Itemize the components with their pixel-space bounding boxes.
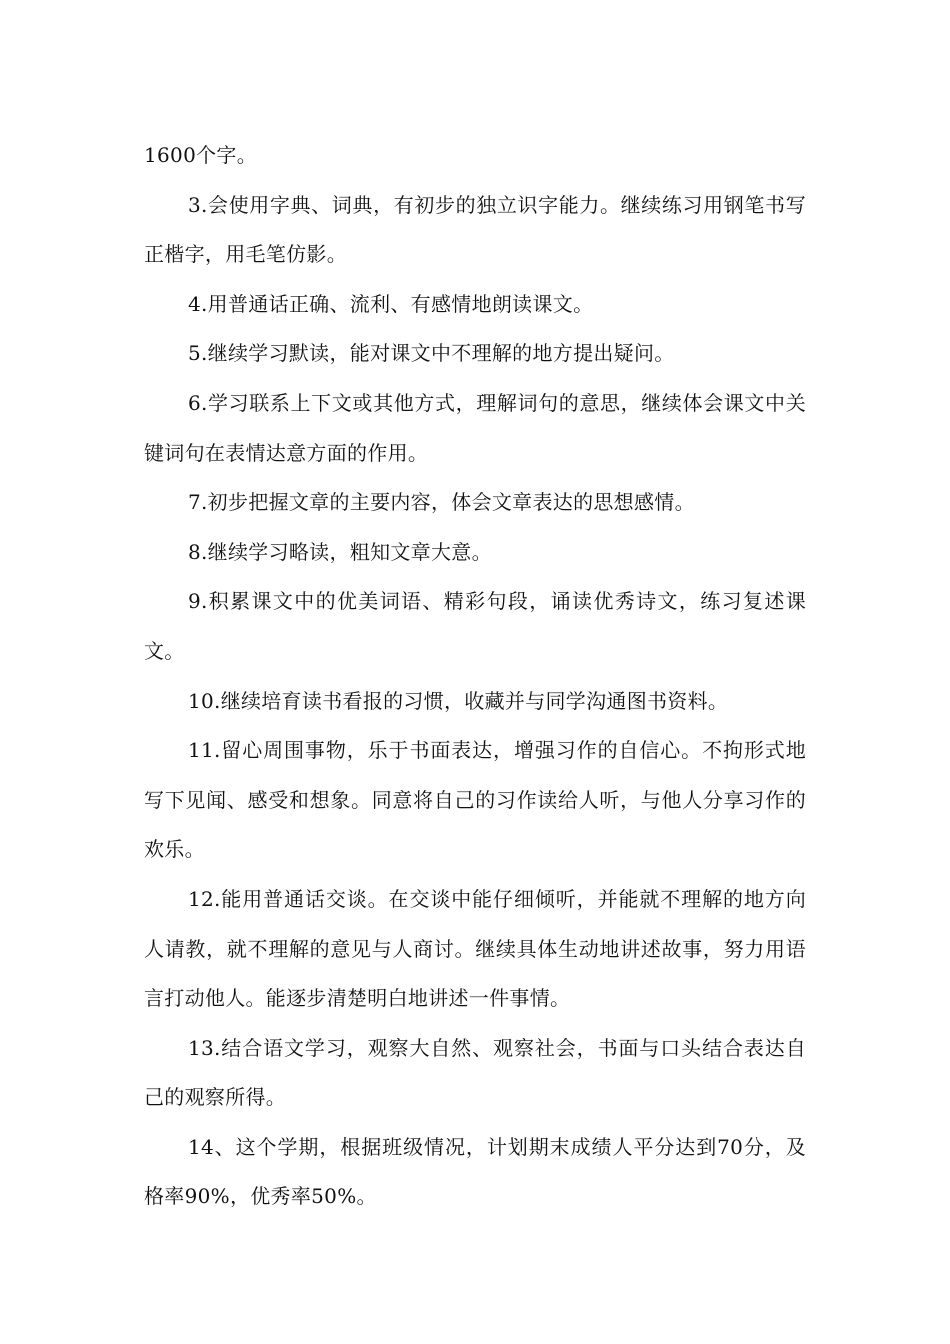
paragraph-item-3: 3.会使用字典、词典，有初步的独立识字能力。继续练习用钢笔书写正楷字，用毛笔仿影。	[144, 192, 806, 267]
paragraph-item-4: 4.用普通话正确、流利、有感情地朗读课文。	[188, 291, 594, 316]
paragraph-continuation: 1600个字。	[144, 143, 257, 167]
paragraph-item-12: 12.能用普通话交谈。在交谈中能仔细倾听，并能就不理解的地方向人请教，就不理解的意见与人商讨。继续具体生动地讲述故事，努力用语言打动他人。能逐步清楚明白地讲述一件事情。	[144, 886, 806, 1011]
paragraph-item-14: 14、这个学期，根据班级情况，计划期末成绩人平分达到70分，及格率90%，优秀率50%。	[144, 1134, 806, 1209]
paragraph-item-5: 5.继续学习默读，能对课文中不理解的地方提出疑问。	[188, 341, 675, 366]
paragraph-item-13: 13.结合语文学习，观察大自然、观察社会，书面与口头结合表达自己的观察所得。	[144, 1035, 806, 1110]
paragraph-item-6: 6.学习联系上下文或其他方式，理解词句的意思，继续体会课文中关键词句在表情达意方面的作用。	[144, 390, 806, 465]
paragraph-item-9: 9.积累课文中的优美词语、精彩句段，诵读优秀诗文，练习复述课文。	[144, 589, 806, 663]
paragraph-item-7: 7.初步把握文章的主要内容，体会文章表达的思想感情。	[188, 490, 695, 515]
paragraph-item-8: 8.继续学习略读，粗知文章大意。	[188, 539, 492, 564]
document-body	[144, 131, 806, 1222]
paragraph-item-11: 11.留心周围事物，乐于书面表达，增强习作的自信心。不拘形式地写下见闻、感受和想象。同意将自己的习作读给人听，与他人分享习作的欢乐。	[144, 738, 806, 862]
paragraph-item-10: 10.继续培育读书看报的习惯，收藏并与同学沟通图书资料。	[188, 688, 729, 713]
